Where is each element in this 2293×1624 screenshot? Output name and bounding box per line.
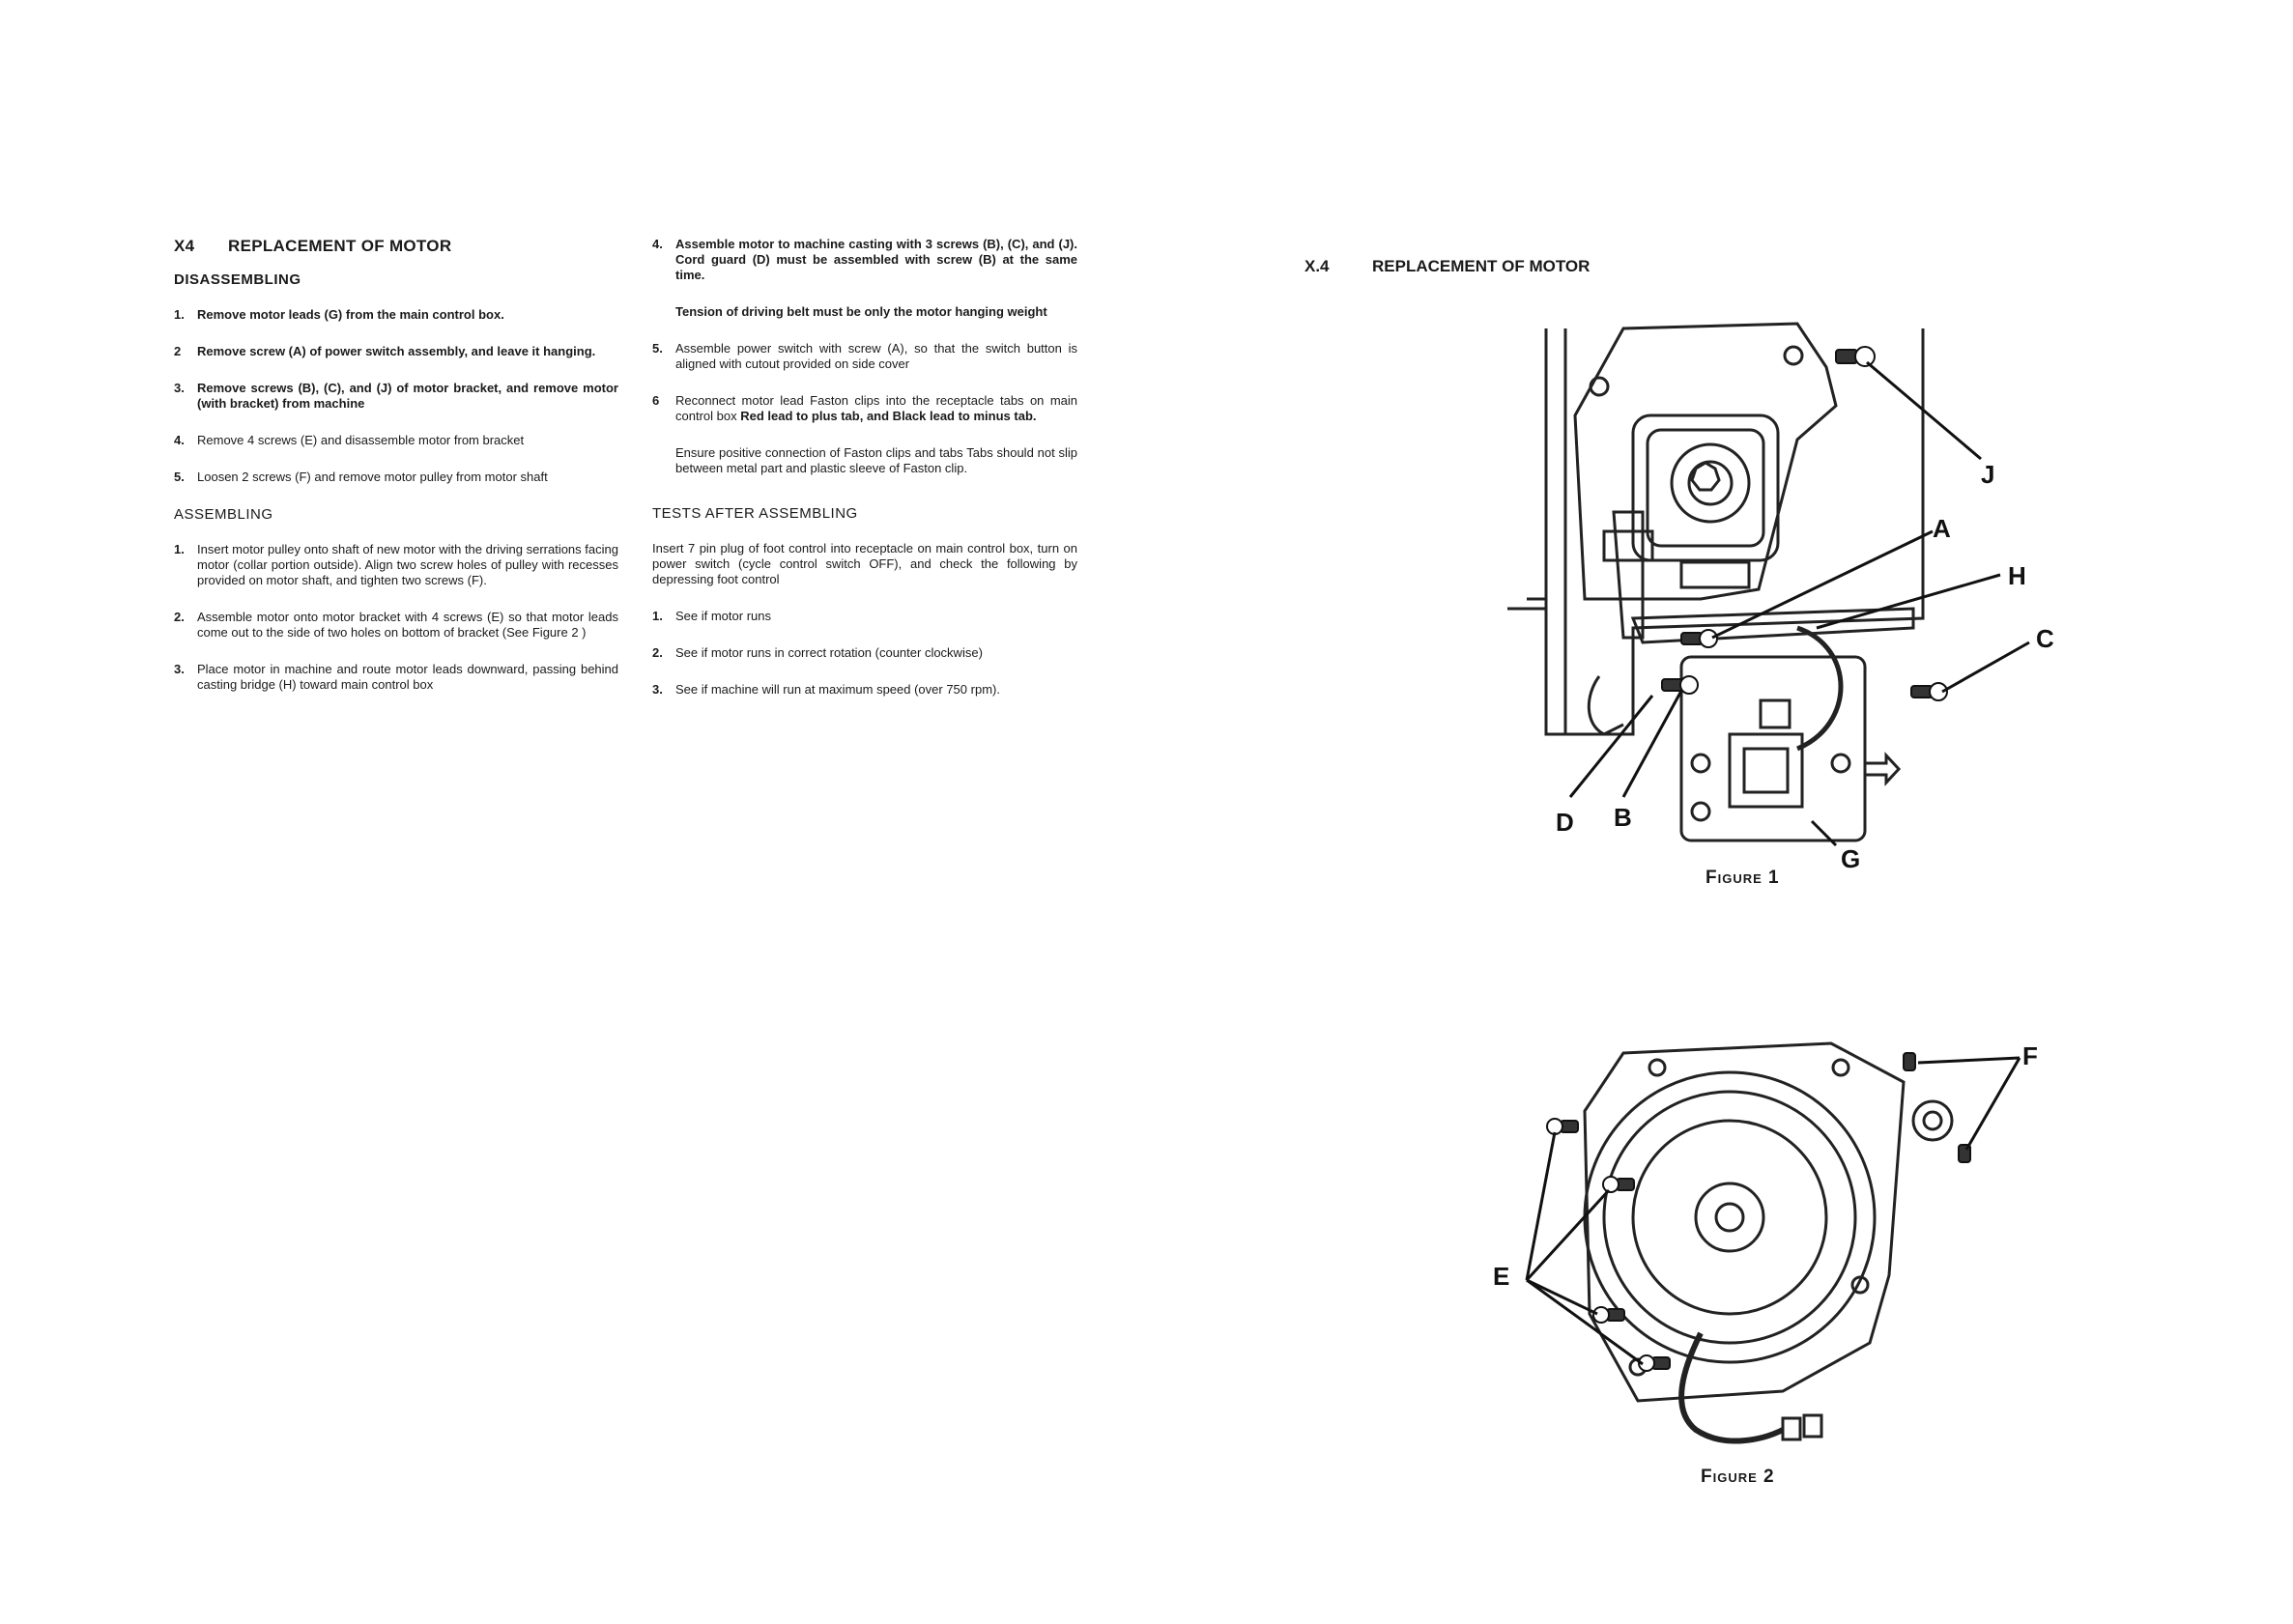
section-number: X.4	[1304, 257, 1330, 275]
tests-heading: TESTS AFTER ASSEMBLING	[652, 505, 858, 522]
disassembling-step: 4. Remove 4 screws (E) and disassemble motor from bracket	[174, 433, 525, 447]
test-step: 3. See if machine will run at maximum speed (over 750 rpm).	[652, 682, 1000, 697]
step-text: Reconnect motor lead Faston clips into the receptacle tabs on main control box	[675, 393, 1077, 423]
tests-intro: Insert 7 pin plug of foot control into receptacle on main control box, turn on power switch (cycle control switch OFF), and check the following by depressing foot control	[652, 541, 1077, 586]
section-heading-left	[174, 237, 618, 256]
section-number: X4	[174, 237, 195, 255]
label-f: F	[2022, 1041, 2038, 1070]
label-j: J	[1981, 460, 1995, 489]
figure-2-illustration	[1493, 1024, 2063, 1478]
assembling-step: 4. Assemble motor to machine casting with 3 screws (B), (C), and (J). Cord guard (D) must be assembled with screw (B) at the same time.	[652, 237, 1077, 282]
label-c: C	[2036, 624, 2054, 653]
disassembling-step: 3. Remove screws (B), (C), and (J) of motor bracket, and remove motor (with bracket) from machine	[174, 381, 618, 411]
label-d: D	[1556, 808, 1574, 837]
label-b: B	[1614, 803, 1632, 832]
assembling-step: 3. Place motor in machine and route motor leads downward, passing behind casting bridge (H) toward main control box	[174, 662, 618, 692]
lead-polarity-note: Red lead to plus tab, and Black lead to minus tab.	[740, 409, 1037, 423]
assembling-step: 1. Insert motor pulley onto shaft of new motor with the driving serrations facing motor (collar portion outside). Align two screw holes of pulley with recesses provided on motor shaft, and tighten two screws (F).	[174, 542, 618, 587]
label-a: A	[1933, 514, 1951, 543]
section-title: REPLACEMENT OF MOTOR	[228, 237, 452, 255]
test-step: 2. See if motor runs in correct rotation (counter clockwise)	[652, 645, 983, 660]
label-h: H	[2008, 561, 2026, 590]
left-column	[174, 237, 618, 714]
disassembling-step: 1. Remove motor leads (G) from the main control box.	[174, 307, 504, 322]
figure-1-caption: Figure 1	[1705, 868, 1780, 888]
section-heading-right	[1304, 257, 1590, 276]
disassembling-heading: DISASSEMBLING	[174, 271, 301, 288]
section-title: REPLACEMENT OF MOTOR	[1372, 257, 1591, 275]
disassembling-step: 5. Loosen 2 screws (F) and remove motor pulley from motor shaft	[174, 470, 548, 484]
tension-note: Tension of driving belt must be only the motor hanging weight	[675, 304, 1047, 319]
assembling-heading: ASSEMBLING	[174, 506, 273, 523]
disassembling-step: 2 Remove screw (A) of power switch assembly, and leave it hanging.	[174, 344, 596, 358]
test-step: 1. See if motor runs	[652, 609, 771, 623]
assembling-step: 5. Assemble power switch with screw (A), so that the switch button is aligned with cutout provided on side cover	[652, 341, 1077, 371]
label-e: E	[1493, 1262, 1510, 1291]
figure-2-caption: Figure 2	[1701, 1467, 1775, 1487]
label-g: G	[1841, 844, 1861, 869]
assembling-step: 2. Assemble motor onto motor bracket with 4 screws (E) so that motor leads come out to the side of two holes on bottom of bracket (See Figure 2 )	[174, 610, 618, 640]
faston-note: Ensure positive connection of Faston clips and tabs Tabs should not slip between metal part and plastic sleeve of Faston clip.	[675, 445, 1077, 475]
figure-1-illustration	[1507, 309, 2068, 869]
assembling-step: 6 Reconnect motor lead Faston clips into the receptacle tabs on main control box Red lead to plus tab, and Black lead to minus tab.	[652, 393, 1077, 423]
middle-column	[652, 237, 1077, 719]
